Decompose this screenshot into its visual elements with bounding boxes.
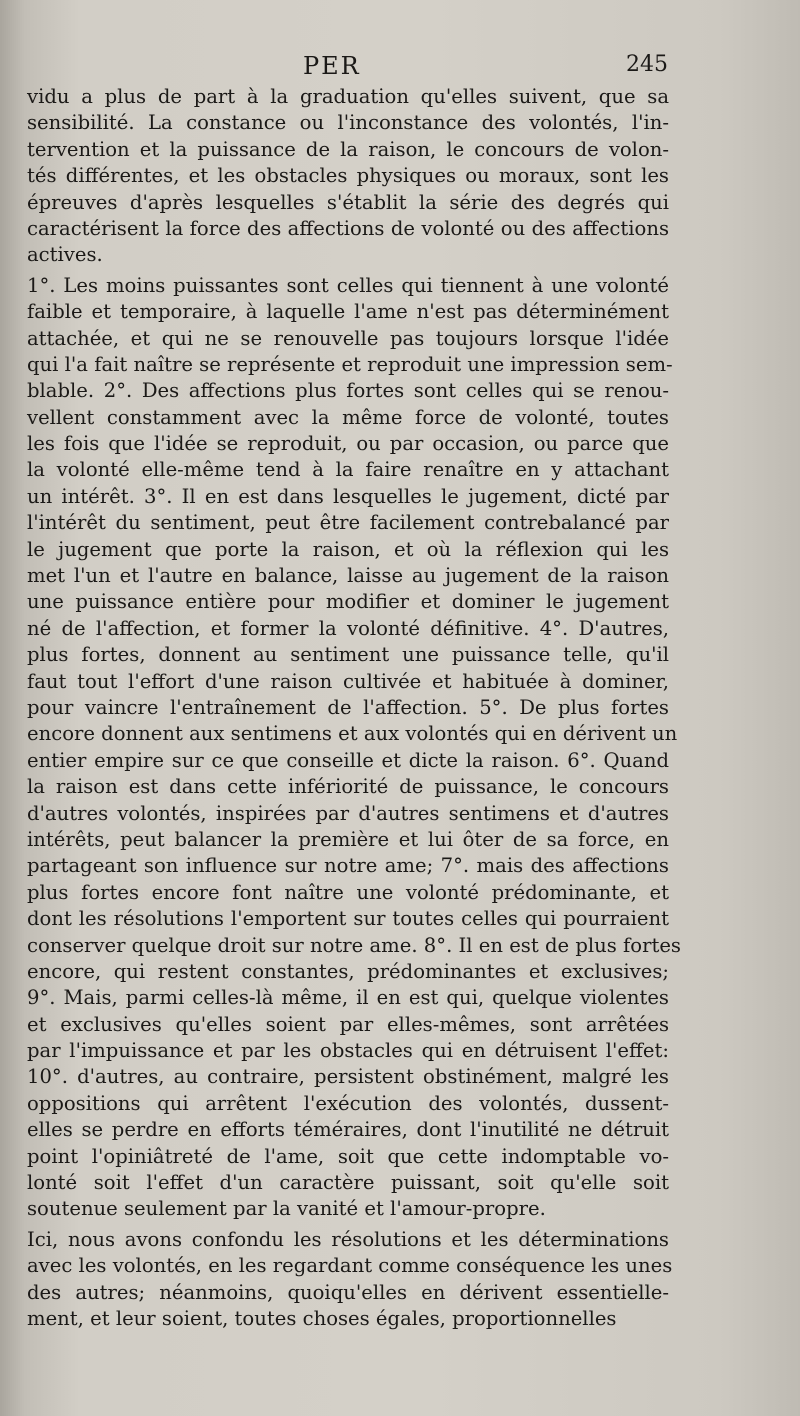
text-line: 10°. d'autres, au contraire, persistent obstinément, malgré les bbox=[27, 1065, 669, 1089]
page-header bbox=[0, 52, 800, 82]
text-line: né de l'affection, et former la volonté définitive. 4°. D'autres, bbox=[27, 616, 669, 640]
text-line: blable. 2°. Des affections plus fortes sont celles qui se renou- bbox=[27, 379, 669, 403]
text-line: pour vaincre l'entraînement de l'affection. 5°. De plus fortes bbox=[27, 695, 669, 719]
text-line: le jugement que porte la raison, et où la réflexion qui les bbox=[27, 537, 669, 561]
text-line: met l'un et l'autre en balance, laisse au jugement de la raison bbox=[27, 564, 669, 588]
text-line: lonté soit l'effet d'un caractère puissant, soit qu'elle soit bbox=[27, 1171, 669, 1195]
text-line: caractérisent la force des affections de volonté ou des affections bbox=[27, 216, 669, 240]
text-line: faut tout l'effort d'une raison cultivée et habituée à dominer, bbox=[27, 669, 669, 693]
paragraph bbox=[27, 84, 669, 269]
text-line: épreuves d'après lesquelles s'établit la série des degrés qui bbox=[27, 190, 669, 214]
text-line: elles se perdre en efforts téméraires, dont l'inutilité ne détruit bbox=[27, 1118, 669, 1142]
text-line: d'autres volontés, inspirées par d'autres sentimens et d'autres bbox=[27, 801, 669, 825]
text-line: tervention et la puissance de la raison, le concours de volon- bbox=[27, 137, 669, 161]
text-line: conserver quelque droit sur notre ame. 8°. Il en est de plus fortes bbox=[27, 933, 681, 957]
page-number: 245 bbox=[626, 52, 668, 77]
text-line: ment, et leur soient, toutes choses égales, proportionnelles bbox=[27, 1306, 617, 1330]
text-line: 9°. Mais, parmi celles-là même, il en est qui, quelque violentes bbox=[27, 986, 669, 1010]
text-line: des autres; néanmoins, quoiqu'elles en dérivent essentielle- bbox=[27, 1280, 669, 1304]
text-line: intérêts, peut balancer la première et lui ôter de sa force, en bbox=[27, 827, 669, 851]
text-line: 1°. Les moins puissantes sont celles qui tiennent à une volonté bbox=[27, 273, 669, 297]
text-line: et exclusives qu'elles soient par elles-mêmes, sont arrêtées bbox=[27, 1012, 669, 1036]
text-line: encore, qui restent constantes, prédominantes et exclusives; bbox=[27, 959, 669, 983]
text-line: un intérêt. 3°. Il en est dans lesquelles le jugement, dicté par bbox=[27, 484, 669, 508]
text-line: la volonté elle-même tend à la faire renaître en y attachant bbox=[27, 458, 669, 482]
text-line: entier empire sur ce que conseille et dicte la raison. 6°. Quand bbox=[27, 748, 669, 772]
text-line: encore donnent aux sentimens et aux volontés qui en dérivent un bbox=[27, 722, 678, 746]
text-line: soutenue seulement par la vanité et l'amour-propre. bbox=[27, 1197, 546, 1221]
text-line: plus fortes, donnent au sentiment une puissance telle, qu'il bbox=[27, 643, 669, 667]
text-line: attachée, et qui ne se renouvelle pas toujours lorsque l'idée bbox=[27, 326, 669, 350]
text-line: actives. bbox=[27, 243, 103, 267]
text-line: tés différentes, et les obstacles physiques ou moraux, sont les bbox=[27, 164, 669, 188]
text-line: partageant son influence sur notre ame; 7°. mais des affections bbox=[27, 854, 669, 878]
text-line: la raison est dans cette infériorité de puissance, le concours bbox=[27, 775, 669, 799]
text-line: faible et temporaire, à laquelle l'ame n'est pas déterminément bbox=[27, 300, 669, 324]
text-line: qui l'a fait naître se représente et reproduit une impression sem- bbox=[27, 352, 673, 376]
text-line: sensibilité. La constance ou l'inconstance des volontés, l'in- bbox=[27, 111, 669, 135]
text-line: vellent constamment avec la même force de volonté, toutes bbox=[27, 405, 669, 429]
text-line: vidu a plus de part à la graduation qu'elles suivent, que sa bbox=[27, 85, 669, 108]
paragraph bbox=[27, 1227, 673, 1333]
text-line: point l'opiniâtreté de l'ame, soit que cette indomptable vo- bbox=[27, 1144, 669, 1168]
text-line: oppositions qui arrêtent l'exécution des volontés, dussent- bbox=[27, 1091, 669, 1115]
running-head: PER bbox=[303, 52, 361, 80]
text-line: Ici, nous avons confondu les résolutions et les déterminations bbox=[27, 1227, 669, 1251]
text-line: avec les volontés, en les regardant comme conséquence les unes bbox=[27, 1254, 673, 1278]
text-line: l'intérêt du sentiment, peut être facilement contrebalancé par bbox=[27, 511, 669, 535]
paragraph bbox=[27, 273, 681, 1223]
text-line: dont les résolutions l'emportent sur toutes celles qui pourraient bbox=[27, 907, 669, 931]
text-line: plus fortes encore font naître une volonté prédominante, et bbox=[27, 880, 669, 904]
text-line: une puissance entière pour modifier et dominer le jugement bbox=[27, 590, 669, 614]
text-line: les fois que l'idée se reproduit, ou par occasion, ou parce que bbox=[27, 432, 669, 456]
text-line: par l'impuissance et par les obstacles qui en détruisent l'effet: bbox=[27, 1039, 669, 1063]
body-text bbox=[27, 84, 681, 1332]
